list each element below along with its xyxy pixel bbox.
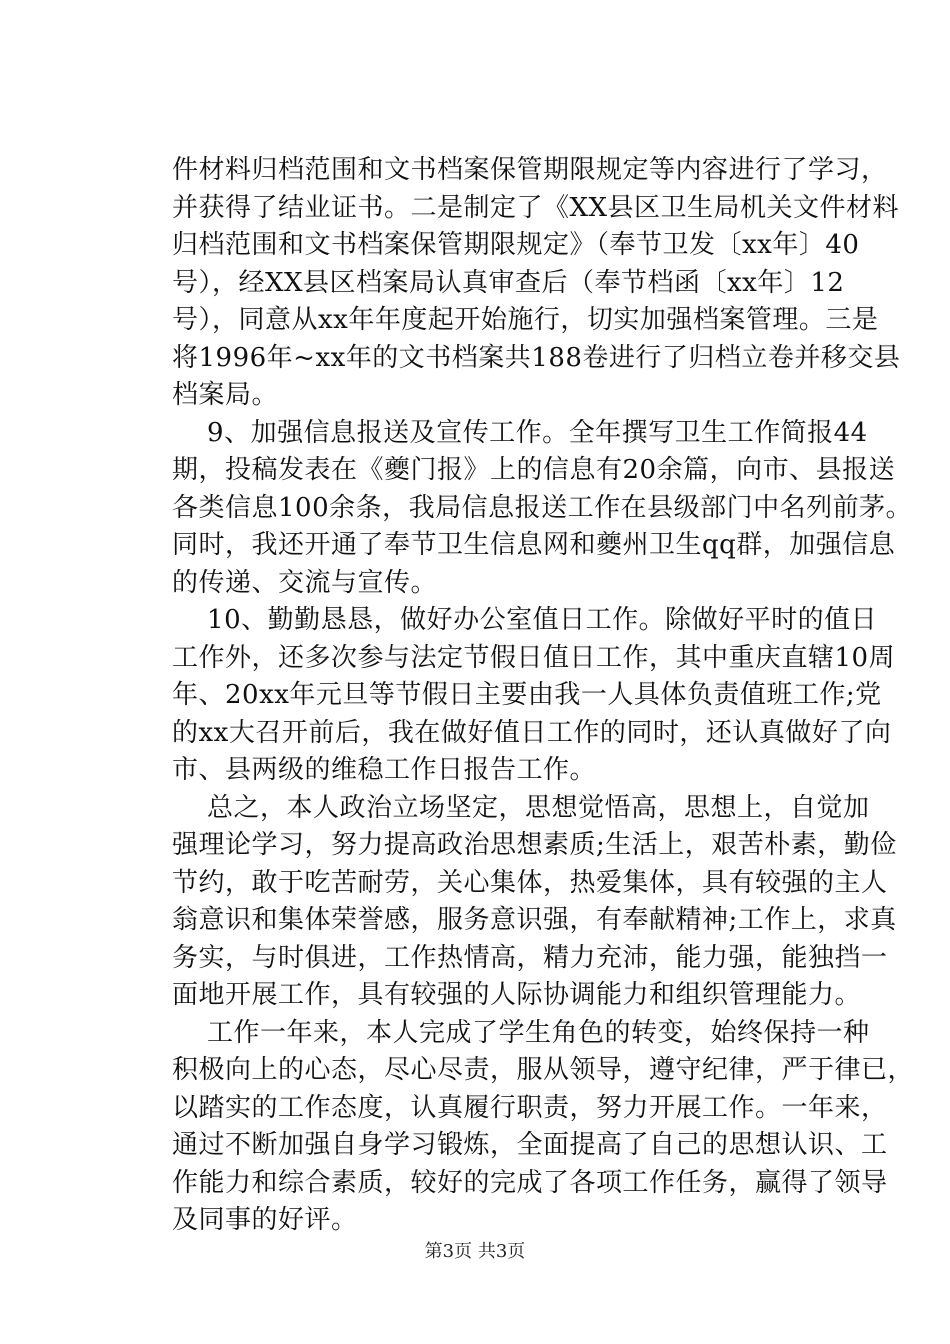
text-line: 号），经XX县区档案局认真审查后（奉节档函〔xx年〕12 [172, 267, 845, 298]
paragraph-summary [172, 790, 897, 1015]
text-line: 强理论学习，努力提高政治思想素质;生活上，艰苦朴素，勤俭 [172, 830, 897, 860]
text-line: 面地开展工作，具有较强的人际协调能力和组织管理能力。 [172, 980, 862, 1010]
text-line: 9、加强信息报送及宣传工作。全年撰写卫生工作简报44 [172, 417, 868, 448]
paragraph-archive-management [172, 152, 901, 415]
text-line: 积极向上的心态，尽心尽责，服从领导，遵守纪律，严于律已， [172, 1055, 915, 1085]
text-line: 档案局。 [172, 380, 279, 410]
page-number-footer: 第3页 共3页 [424, 1241, 526, 1262]
text-line: 号），同意从xx年年度起开始施行，切实加强档案管理。三是 [172, 305, 879, 335]
text-line: 市、县两级的维稳工作日报告工作。 [172, 755, 597, 785]
text-line: 年、20xx年元旦等节假日主要由我一人具体负责值班工作;党 [172, 680, 882, 710]
paragraph-information-reporting [172, 415, 913, 603]
text-line: 件材料归档范围和文书档案保管期限规定等内容进行了学习， [172, 155, 888, 185]
text-line: 同时，我还开通了奉节卫生信息网和夔州卫生qq群，加强信息 [172, 530, 896, 560]
text-line: 的传递、交流与宣传。 [172, 567, 438, 598]
text-line: 的xx大召开前后，我在做好值日工作的同时，还认真做好了向 [172, 717, 892, 748]
text-line: 务实，与时俱进，工作热情高，精力充沛，能力强，能独挡一 [172, 942, 888, 973]
text-line: 作能力和综合素质，较好的完成了各项工作任务，赢得了领导 [172, 1167, 888, 1198]
paragraph-duty-work [172, 602, 896, 790]
document-body [172, 152, 915, 1240]
text-line: 通过不断加强自身学习锻炼，全面提高了自己的思想认识、工 [172, 1130, 888, 1160]
paragraph-year-review [172, 1015, 915, 1240]
text-line: 10、勤勤恳恳，做好办公室值日工作。除做好平时的值日 [172, 605, 878, 635]
text-line: 工作外，还多次参与法定节假日值日工作，其中重庆直辖10周 [172, 642, 896, 673]
text-line: 总之，本人政治立场坚定，思想觉悟高，思想上，自觉加 [172, 792, 870, 823]
text-line: 将1996年~xx年的文书档案共188卷进行了归档立卷并移交县 [172, 342, 901, 373]
text-line: 以踏实的工作态度，认真履行职责，努力开展工作。一年来， [172, 1092, 888, 1123]
text-line: 归档范围和文书档案保管期限规定》（奉节卫发〔xx年〕40 [172, 230, 860, 260]
text-line: 工作一年来，本人完成了学生角色的转变，始终保持一种 [172, 1017, 870, 1048]
text-line: 各类信息100余条，我局信息报送工作在县级部门中名列前茅。 [172, 492, 913, 523]
text-line: 期，投稿发表在《夔门报》上的信息有20余篇，向市、县报送 [172, 455, 896, 485]
text-line: 节约，敢于吃苦耐劳，关心集体，热爱集体，具有较强的主人 [172, 867, 888, 898]
text-line: 并获得了结业证书。二是制定了《XX县区卫生局机关文件材料 [172, 192, 900, 223]
text-line: 翁意识和集体荣誉感，服务意识强，有奉献精神;工作上，求真 [172, 905, 897, 935]
text-line: 及同事的好评。 [172, 1205, 358, 1235]
